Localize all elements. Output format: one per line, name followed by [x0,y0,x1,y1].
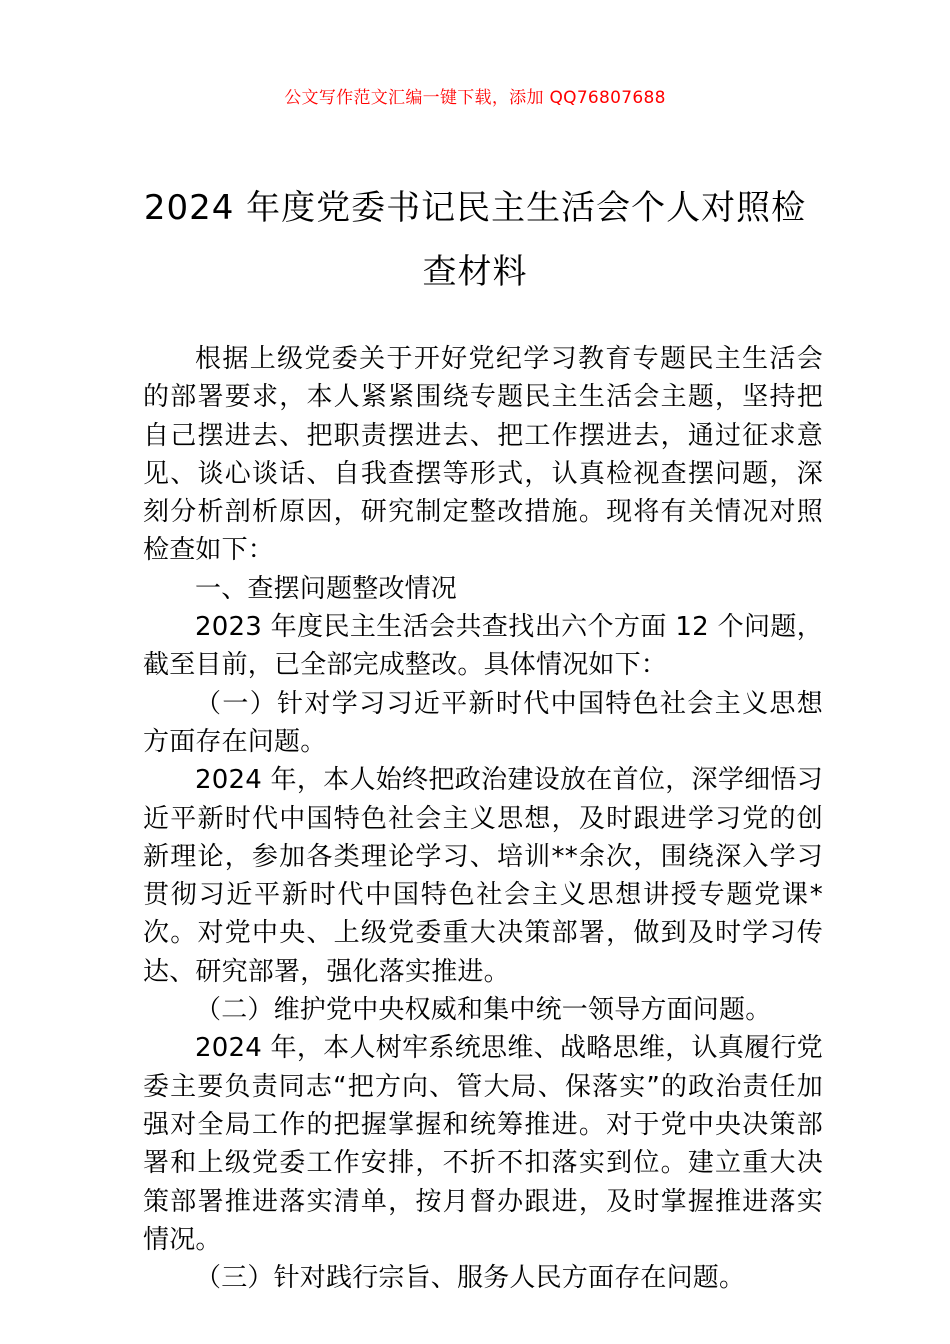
body-paragraph: 2023 年度民主生活会共查找出六个方面 12 个问题，截至目前，已全部完成整改。具体情况如下： [143,612,823,681]
subsection-heading-2: （二）维护党中央权威和集中统一领导方面问题。 [195,995,772,1026]
body-paragraph: 2024 年，本人树牢系统思维、战略思维，认真履行党委主要负责同志“把方向、管大局、保落实”的政治责任加强对全局工作的把握掌握和统筹推进。对于党中央决策部署和上级党委工作安排，不折不扣落实到位。建立重大决策部署推进落实清单，按月督办跟进，及时掌握推进落实情况。 [143,1033,823,1255]
document-title: 2024 年度党委书记民主生活会个人对照检查材料 [143,188,807,292]
intro-paragraph: 根据上级党委关于开好党纪学习教育专题民主生活会的部署要求，本人紧紧围绕专题民主生活会主题，坚持把自己摆进去、把职责摆进去、把工作摆进去，通过征求意见、谈心谈话、自我查摆等形式，认真检视查摆问题，深刻分析剖析原因，研究制定整改措施。现将有关情况对照检查如下： [143,344,823,566]
section-heading-1: 一、查摆问题整改情况 [195,573,458,604]
subsection-heading-3: （三）针对践行宗旨、服务人民方面存在问题。 [195,1263,746,1294]
body-paragraph: 2024 年，本人始终把政治建设放在首位，深学细悟习近平新时代中国特色社会主义思想，及时跟进学习党的创新理论，参加各类理论学习、培训**余次，围绕深入学习贯彻习近平新时代中国特色社会主义思想讲授专题党课*次。对党中央、上级党委重大决策部署，做到及时学习传达、研究部署，强化落实推进。 [143,765,823,987]
document-body [143,340,823,1297]
subsection-heading-1: （一）针对学习习近平新时代中国特色社会主义思想方面存在问题。 [143,688,823,757]
header-promo-note: 公文写作范文汇编一键下载，添加 QQ76807688 [284,88,666,108]
